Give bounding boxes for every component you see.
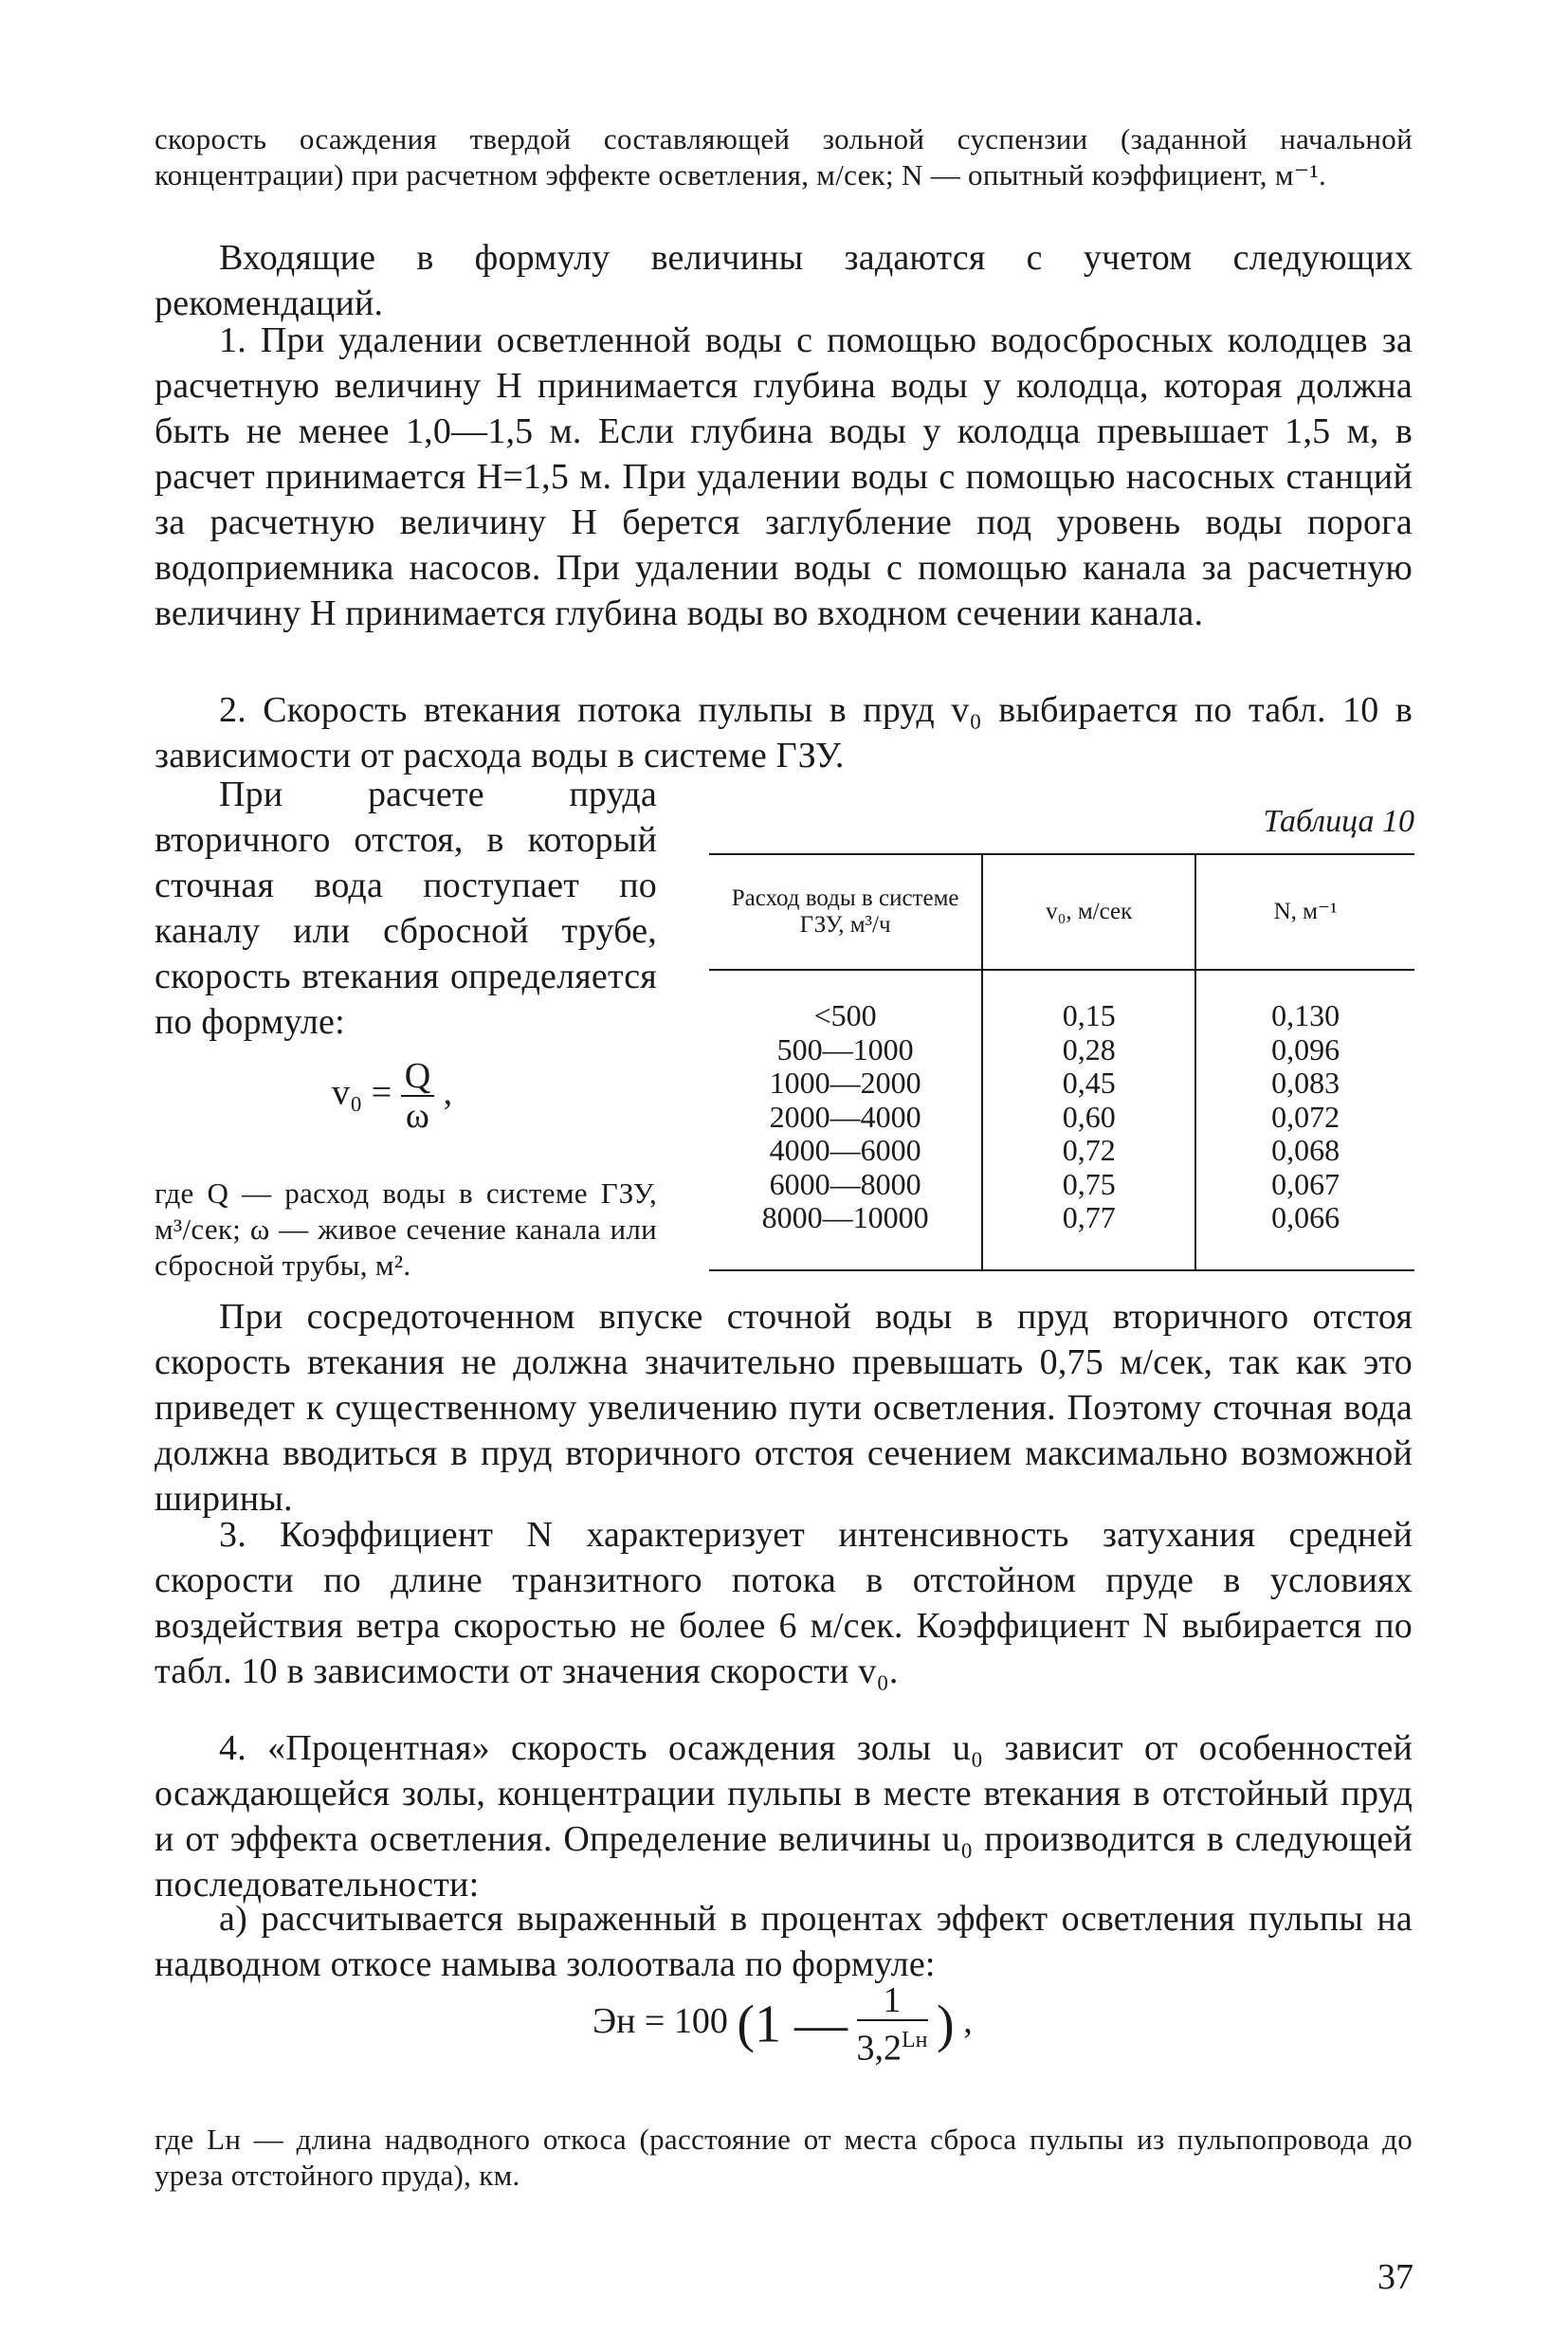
table-row (709, 1067, 1414, 1101)
formula-eh-denominator (857, 2021, 928, 2068)
formula-eh-numerator: 1 (857, 1981, 928, 2021)
formula-eh-fraction (857, 1981, 928, 2068)
paragraph-pond-formula-intro: При расчете пруда вторичного отстоя, в который сточная вода поступает по каналу или сбросной трубе, скорость втекания определяется по формуле: (155, 775, 657, 1042)
cell-flow: 500—1000 (776, 1031, 914, 1067)
paragraph-item-a: а) рассчитывается выраженный в процентах эффект осветления пульпы на надводном откосе намыва золоотвала по формуле: (155, 1899, 1413, 1984)
table-row (709, 1033, 1414, 1067)
paragraph-where-l: где Lн — длина надводного откоса (расстояние от места сброса пульпы из пульпопровода до уреза отстойного пруда), км. (155, 2123, 1413, 2192)
cell-n: 0,083 (1195, 1067, 1414, 1101)
table-caption: Таблица 10 (1263, 804, 1414, 839)
table-row (709, 1101, 1414, 1135)
table-10 (709, 804, 1414, 1271)
cell-n: 0,130 (1195, 970, 1414, 1033)
paragraph-concentrated-inlet: При сосредоточенном впуске сточной воды в пруд вторичного отстоя скорость втекания не должна значительно превышать 0,75 м/сек, так как это приведет к существенному увеличению пути осветления. Поэтому сточная вода должна вводиться в пруд вторичного отстоя сечением максимально возможной ширины. (155, 1297, 1413, 1519)
cell-n: 0,096 (1195, 1033, 1414, 1067)
cell-v0: 0,45 (982, 1067, 1195, 1101)
formula-v0-lhs: v₀ = (332, 1072, 392, 1113)
cell-v0: 0,77 (982, 1201, 1195, 1270)
page-number: 37 (1377, 2257, 1413, 2297)
formula-eh-open: (1 — (737, 1995, 848, 2054)
cell-flow: 2000—4000 (769, 1099, 921, 1134)
cell-flow: 6000—8000 (769, 1166, 921, 1201)
formula-v0-tail: , (443, 1072, 453, 1113)
paragraph-item-2: 2. Скорость втекания потока пульпы в пруд v₀ выбирается по табл. 10 в зависимости от расхода воды в системе ГЗУ. (155, 690, 1413, 775)
cell-n: 0,066 (1195, 1201, 1414, 1270)
cell-n: 0,068 (1195, 1134, 1414, 1168)
cell-flow: 4000—6000 (769, 1133, 921, 1167)
cell-flow: 8000—10000 (709, 1201, 982, 1270)
cell-v0: 0,15 (982, 970, 1195, 1033)
paragraph-where-q: где Q — расход воды в системе ГЗУ, м³/сек; ω — живое сечение канала или сбросной трубы, м². (155, 1176, 657, 1282)
paragraph-intro: скорость осаждения твердой составляющей зольной суспензии (заданной начальной концентрации) при расчетном эффекте осветления, м/сек; N — опытный коэффициент, м⁻¹. (155, 122, 1413, 191)
paragraph-item-1: 1. При удалении осветленной воды с помощью водосбросных колодцев за расчетную величину H принимается глубина воды у колодца, которая должна быть не менее 1,0—1,5 м. Если глубина воды у колодца превышает 1,5 м, в расчет принимается H=1,5 м. При удалении воды с помощью насосных станций за расчетную величину H берется заглубление под уровень воды порога водоприемника насосов. При удалении воды с помощью канала за расчетную величину H принимается глубина воды во входном сечении канала. (155, 320, 1413, 633)
cell-flow: <500 (813, 998, 877, 1032)
cell-v0: 0,75 (982, 1168, 1195, 1202)
formula-eh-tail: , (963, 2001, 973, 2042)
formula-eh-den-base: 3,2 (856, 2028, 903, 2069)
formula-eh-den-exponent: Lн (902, 2028, 928, 2052)
paragraph-item-3: 3. Коэффициент N характеризует интенсивность затухания средней скорости по длине транзитного потока в отстойном пруде в условиях воздействия ветра скоростью не более 6 м/сек. Коэффициент N выбирается по табл. 10 в зависимости от значения скорости v₀. (155, 1515, 1413, 1691)
table-row (709, 1134, 1414, 1168)
paragraph-item-4: 4. «Процентная» скорость осаждения золы u₀ зависит от особенностей осаждающейся золы, концентрации пульпы в месте втекания в отстойный пруд и от эффекта осветления. Определение величины u₀ производится в следующей последовательности: (155, 1728, 1413, 1905)
formula-eh (593, 1981, 973, 2068)
cell-flow: 1000—2000 (769, 1066, 921, 1100)
cell-v0: 0,72 (982, 1134, 1195, 1168)
header-v0: v₀, м/сек (982, 854, 1195, 970)
formula-v0 (332, 1057, 452, 1135)
cell-v0: 0,60 (982, 1101, 1195, 1135)
table-row (709, 1201, 1414, 1270)
cell-n: 0,067 (1195, 1168, 1414, 1202)
data-table (709, 853, 1414, 1271)
header-flow: Расход воды в системе ГЗУ, м³/ч (709, 854, 982, 970)
formula-v0-denominator: ω (405, 1096, 429, 1136)
table-row (709, 1168, 1414, 1202)
formula-v0-numerator: Q (401, 1057, 434, 1097)
table-row (709, 970, 1414, 1033)
cell-n: 0,072 (1195, 1101, 1414, 1135)
formula-eh-lhs: Эн = 100 (593, 2001, 728, 2042)
formula-v0-fraction (401, 1057, 434, 1135)
cell-v0: 0,28 (982, 1033, 1195, 1067)
formula-eh-close: ) (937, 1995, 955, 2054)
paragraph-recommendations: Входящие в формулу величины задаются с учетом следующих рекомендаций. (155, 238, 1413, 323)
table-header-row (709, 854, 1414, 970)
header-n: N, м⁻¹ (1195, 854, 1414, 970)
